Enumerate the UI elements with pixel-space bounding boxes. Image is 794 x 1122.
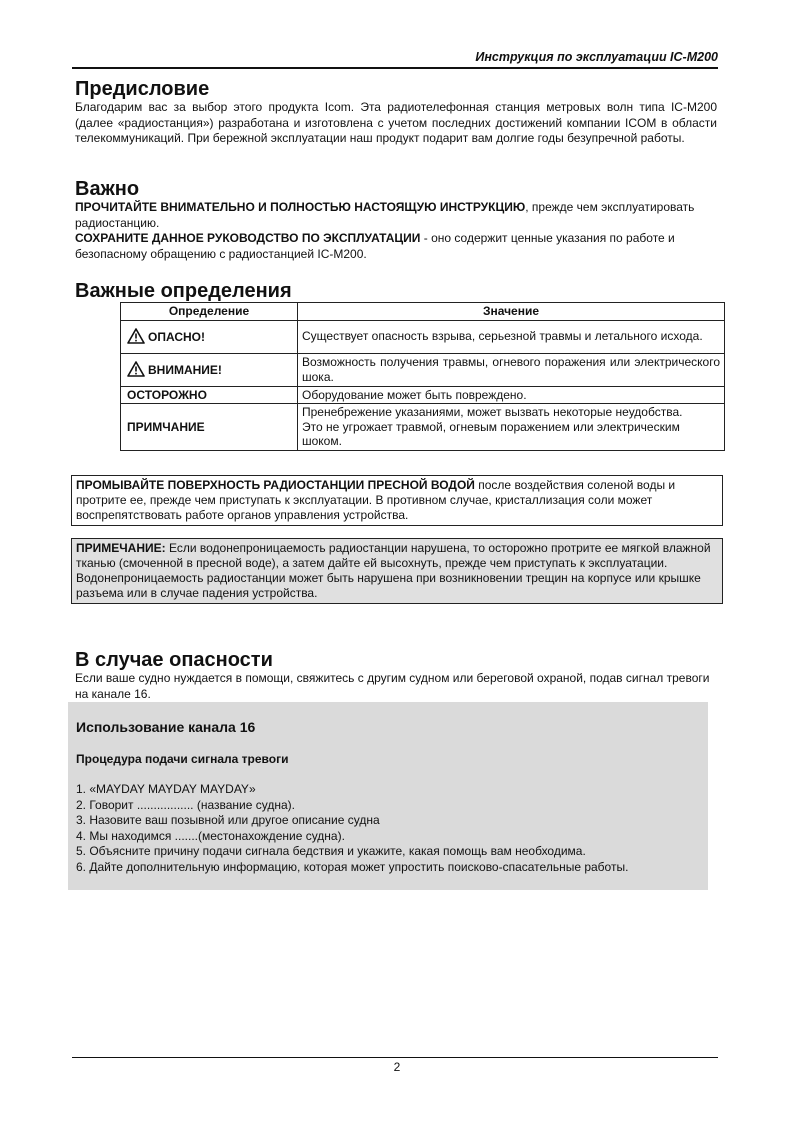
note-box	[71, 538, 723, 604]
term-cell	[121, 353, 298, 386]
important-line-1	[75, 200, 717, 231]
important-section	[75, 178, 717, 262]
header-rule	[72, 67, 718, 69]
distress-steps-list	[76, 782, 628, 876]
table-row	[121, 353, 725, 386]
list-item: 1. «MAYDAY MAYDAY MAYDAY»	[76, 782, 256, 796]
warning-triangle-icon	[127, 361, 145, 377]
meaning-warning: Возможность получения травмы, огневого поражения или электрического шока.	[298, 353, 725, 386]
definitions-section	[75, 280, 717, 302]
note-line-2: Водонепроницаемость радиостанции может быть нарушена при возникновении трещин на корпусе или крышке разъема или в случае падения устройства.	[76, 571, 701, 600]
table-row	[121, 386, 725, 404]
important-line-1-bold: ПРОЧИТАЙТЕ ВНИМАТЕЛЬНО И ПОЛНОСТЬЮ НАСТОЯЩУЮ ИНСТРУКЦИЮ	[75, 200, 526, 214]
important-line-2	[75, 231, 717, 262]
definitions-heading: Важные определения	[75, 280, 292, 302]
meaning-danger: Существует опасность взрыва, серьезной травмы и летального исхода.	[298, 320, 725, 353]
col-meaning-header: Значение	[298, 303, 725, 321]
note-text	[76, 541, 718, 571]
preface-section	[75, 78, 717, 147]
meaning-caution: Оборудование может быть повреждено.	[298, 386, 725, 404]
important-line-1-rest: , прежде чем эксплуатировать радиостанцию.	[75, 200, 695, 230]
term-caution: ОСТОРОЖНО	[121, 386, 298, 404]
important-line-2-rest: - оно содержит ценные указания по работе и безопасному обращению с радиостанцией IC-M200.	[75, 231, 675, 261]
warning-triangle-icon	[127, 328, 145, 344]
term-cell	[121, 320, 298, 353]
emergency-heading: В случае опасности	[75, 649, 273, 671]
important-heading: Важно	[75, 178, 140, 200]
list-item: 3. Назовите ваш позывной или другое описание судна	[76, 813, 380, 828]
list-item: 2. Говорит ................. (название судна).	[76, 797, 295, 812]
channel16-subtitle: Процедура подачи сигнала тревоги	[76, 752, 289, 766]
meaning-note-1: Пренебрежение указаниями, может вызвать некоторые неудобства.	[302, 405, 683, 419]
emergency-text: Если ваше судно нуждается в помощи, свяжитесь с другим судном или береговой охраной, подав сигнал тревоги на канале 16.	[75, 671, 710, 701]
rinse-notice-rest: после воздействия соленой воды и протрите ее, прежде чем приступать к эксплуатации. В противном случае, кристаллизация соли может воспрепятствовать работе органов управления устройства.	[76, 478, 676, 522]
page-number: 2	[393, 1060, 401, 1074]
preface-heading: Предисловие	[75, 78, 210, 100]
running-header: Инструкция по эксплуатации IC-M200	[475, 50, 718, 64]
table-header-row	[121, 303, 725, 321]
rinse-notice-text	[76, 478, 718, 523]
preface-text: Благодарим вас за выбор этого продукта Icom. Эта радиотелефонная станция метровых волн типа IC-M200 (далее «радиостанция») разработана и изготовлена с учетом последних достижений компании ICOM в области телекоммуникаций. При бережной эксплуатации наш продукт подарит вам долгие годы безупречной работы.	[75, 100, 717, 145]
meaning-note-2: Это не угрожает травмой, огневым поражением или электрическим шоком.	[302, 419, 680, 448]
list-item: 5. Объясните причину подачи сигнала бедствия и укажите, какая помощь вам необходима.	[76, 844, 586, 859]
footer-rule	[72, 1057, 718, 1058]
list-item: 6. Дайте дополнительную информацию, которая может упростить поисково-спасательные работы.	[76, 859, 629, 874]
note-bold: ПРИМЕЧАНИЕ:	[76, 541, 166, 555]
emergency-section	[75, 649, 717, 702]
definitions-table	[120, 302, 725, 451]
table-row	[121, 320, 725, 353]
meaning-note-cell	[298, 404, 725, 451]
note-rest: Если водонепроницаемость радиостанции нарушена, то осторожно протрите ее мягкой влажной тканью (смоченной в пресной воде), а затем дайте ей высохнуть, прежде чем приступать к эксплуатации.	[76, 541, 711, 570]
important-line-2-bold: СОХРАНИТЕ ДАННОЕ РУКОВОДСТВО ПО ЭКСПЛУАТАЦИИ	[75, 231, 421, 245]
rinse-notice-bold: ПРОМЫВАЙТЕ ПОВЕРХНОСТЬ РАДИОСТАНЦИИ ПРЕСНОЙ ВОДОЙ	[76, 478, 475, 492]
channel16-box	[68, 702, 708, 890]
rinse-notice-box	[71, 475, 723, 526]
table-row	[121, 404, 725, 451]
list-item: 4. Мы находимся .......(местонахождение судна).	[76, 828, 345, 843]
term-danger: ОПАСНО!	[148, 330, 205, 345]
channel16-title: Использование канала 16	[76, 719, 256, 735]
col-term-header: Определение	[121, 303, 298, 321]
term-note: ПРИМЧАНИЕ	[121, 404, 298, 451]
term-warning: ВНИМАНИЕ!	[148, 363, 222, 378]
